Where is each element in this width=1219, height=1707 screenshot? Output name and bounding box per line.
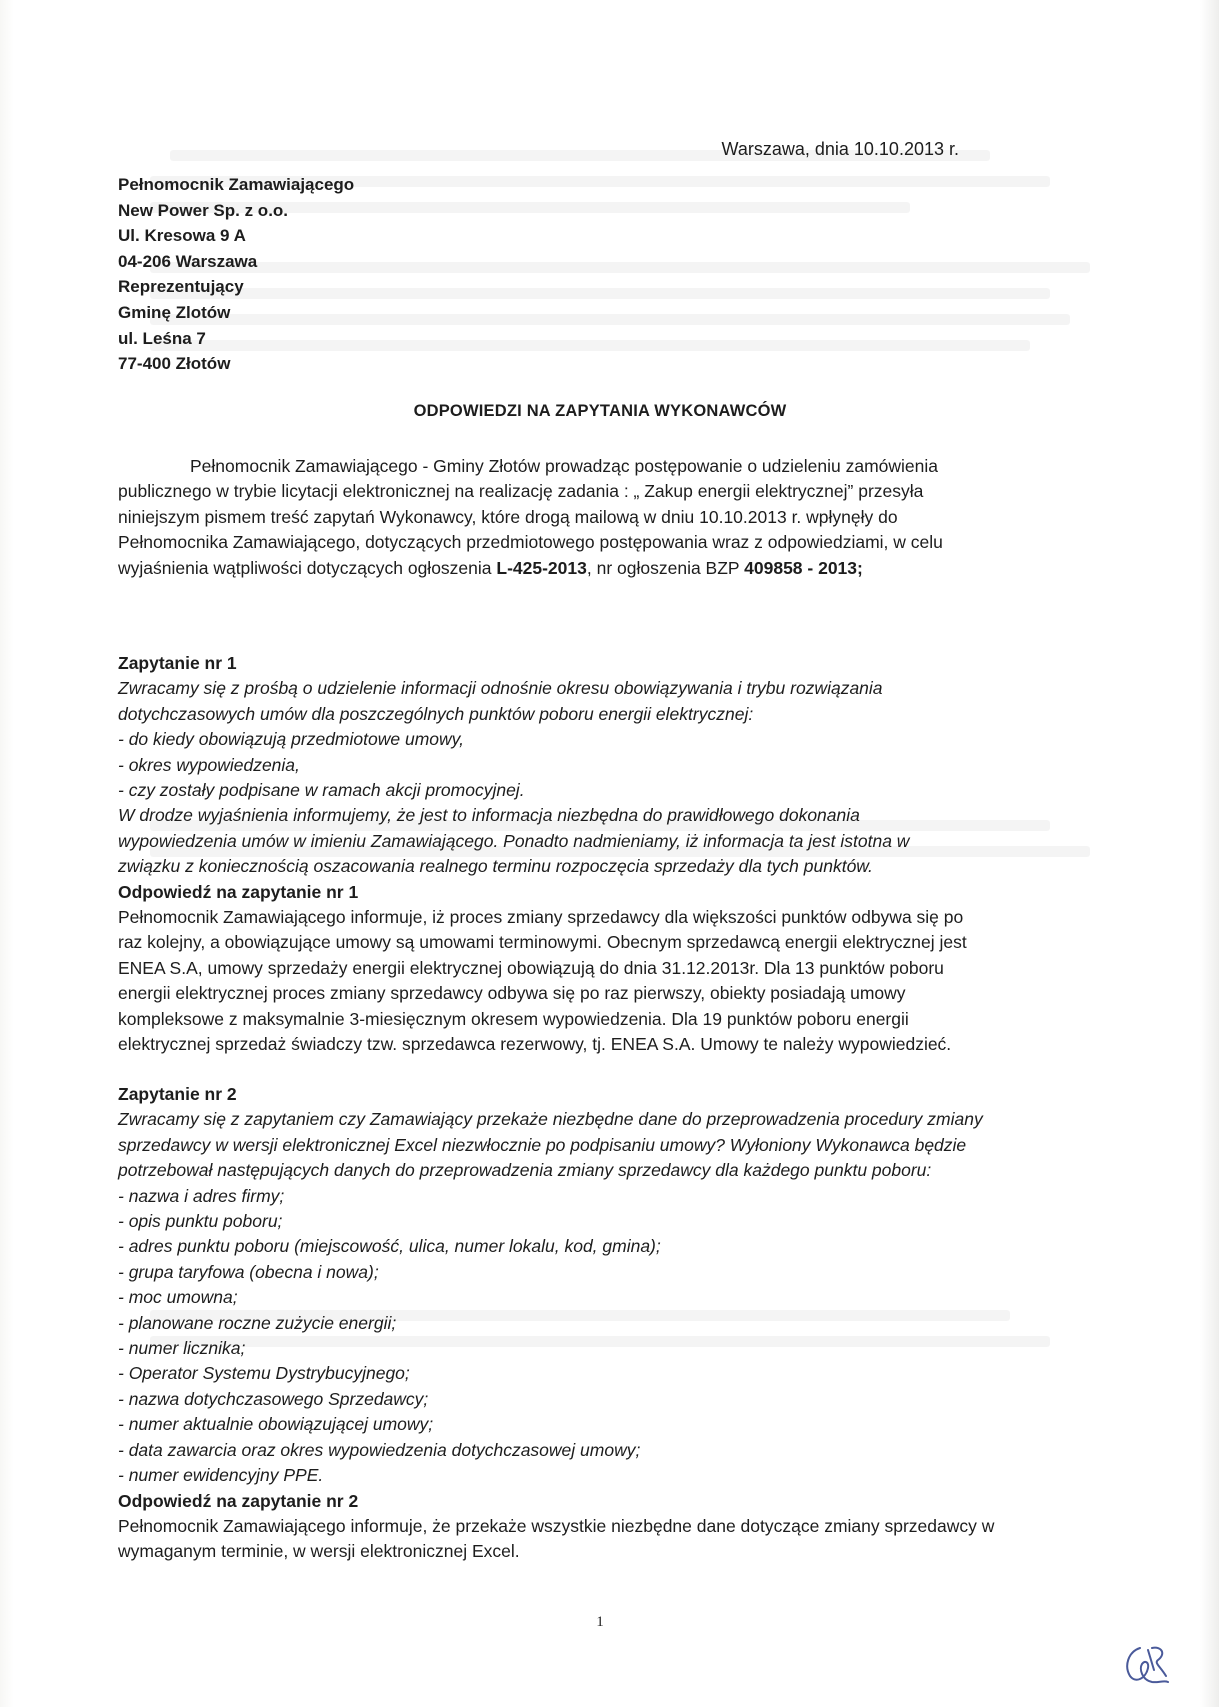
sender-address-block	[118, 172, 354, 377]
document-date: Warszawa, dnia 10.10.2013 r.	[721, 139, 959, 159]
answer-line: raz kolejny, a obowiązujące umowy są umowami terminowymi. Obecnym sprzedawcą energii elektrycznej jest	[118, 932, 967, 953]
answer-line: kompleksowe z maksymalnie 3-miesięcznym okresem wypowiedzenia. Dla 19 punktów poboru energii	[118, 1008, 909, 1029]
question-line: - nazwa i adres firmy;	[118, 1185, 285, 1206]
intro-paragraph	[118, 454, 1078, 581]
question-line: - moc umowna;	[118, 1287, 238, 1308]
bzp-number: 409858 - 2013;	[744, 557, 863, 578]
notice-number: L-425-2013	[496, 557, 587, 578]
question-line: - planowane roczne zużycie energii;	[118, 1312, 397, 1333]
question-line: - nazwa dotychczasowego Sprzedawcy;	[118, 1388, 429, 1409]
question-line: - opis punktu poboru;	[118, 1211, 283, 1232]
page-number: 1	[596, 1614, 604, 1630]
question-line: - Operator Systemu Dystrybucyjnego;	[118, 1363, 410, 1384]
question-line: - numer aktualnie obowiązującej umowy;	[118, 1414, 434, 1435]
question-line: - do kiedy obowiązują przedmiotowe umowy,	[118, 729, 464, 750]
address-line: New Power Sp. z o.o.	[118, 200, 289, 220]
intro-line: publicznego w trybie licytacji elektronicznej na realizację zadania : „ Zakup energii elektrycznej” przesyła	[118, 481, 924, 502]
intro-line: niniejszym pismem treść zapytań Wykonawcy, które drogą mailową w dniu 10.10.2013 r. wpłynęły do	[118, 506, 898, 527]
question-2-section	[118, 1082, 1078, 1565]
address-line: Pełnomocnik Zamawiającego	[118, 175, 355, 194]
answer-line: elektrycznej sprzedaż świadczy tzw. sprzedawca rezerwowy, tj. ENEA S.A. Umowy te należy wypowiedzieć.	[118, 1034, 952, 1055]
answer-line: energii elektrycznej proces zmiany sprzedawcy odbywa się po raz pierwszy, obiekty posiadają umowy	[118, 983, 906, 1004]
question-line: - numer ewidencyjny PPE.	[118, 1465, 324, 1486]
address-line: ul. Leśna 7	[118, 328, 206, 348]
question-line: potrzebował następujących danych do przeprowadzenia zmiany sprzedawcy dla każdego punktu poboru:	[118, 1160, 932, 1181]
answer-1-heading: Odpowiedź na zapytanie nr 1	[118, 881, 359, 902]
intro-line: Pełnomocnika Zamawiającego, dotyczących przedmiotowego postępowania wraz z odpowiedziami, w celu	[118, 532, 943, 553]
answer-line: Pełnomocnik Zamawiającego informuje, iż proces zmiany sprzedawcy dla większości punktów odbywa się po	[118, 907, 964, 928]
question-line: Zwracamy się z prośbą o udzielenie informacji odnośnie okresu obowiązywania i trybu rozwiązania	[118, 678, 883, 699]
address-line: Gminę Zlotów	[118, 302, 231, 322]
question-line: - okres wypowiedzenia,	[118, 754, 300, 775]
question-line: sprzedawcy w wersji elektronicznej Excel niezwłocznie po podpisaniu umowy? Wyłoniony Wykonawca będzie	[118, 1134, 967, 1155]
question-1-heading: Zapytanie nr 1	[118, 653, 237, 673]
answer-line: ENEA S.A, umowy sprzedaży energii elektrycznej obowiązują do dnia 31.12.2013r. Dla 13 punktów poboru	[118, 957, 944, 978]
question-line: - data zawarcia oraz okres wypowiedzenia dotychczasowej umowy;	[118, 1439, 641, 1460]
answer-line: wymaganym terminie, w wersji elektronicznej Excel.	[118, 1541, 520, 1562]
question-1-section	[118, 651, 1078, 1058]
handwritten-initials-signature	[1118, 1640, 1174, 1686]
question-line: - czy zostały podpisane w ramach akcji promocyjnej.	[118, 780, 525, 801]
question-line: - adres punktu poboru (miejscowość, ulica, numer lokalu, kod, gmina);	[118, 1236, 661, 1257]
answer-2-heading: Odpowiedź na zapytanie nr 2	[118, 1490, 359, 1511]
address-line: 77-400 Złotów	[118, 354, 231, 374]
address-line: Reprezentujący	[118, 277, 244, 297]
question-line: W drodze wyjaśnienia informujemy, że jest to informacja niezbędna do prawidłowego dokonania	[118, 805, 860, 826]
question-2-heading: Zapytanie nr 2	[118, 1084, 237, 1104]
answer-line: Pełnomocnik Zamawiającego informuje, że przekaże wszystkie niezbędne dane dotyczące zmiany sprzedawcy w	[118, 1515, 995, 1536]
question-line: - grupa taryfowa (obecna i nowa);	[118, 1261, 379, 1282]
question-line: wypowiedzenia umów w imieniu Zamawiającego. Ponadto nadmieniamy, iż informacja ta jest istotna w	[118, 830, 910, 851]
question-line: Zwracamy się z zapytaniem czy Zamawiający przekaże niezbędne dane do przeprowadzenia procedury zmiany	[118, 1109, 983, 1130]
intro-text: wyjaśnienia wątpliwości dotyczących ogłoszenia	[118, 557, 497, 578]
intro-line	[118, 556, 1078, 581]
document-title: ODPOWIEDZI NA ZAPYTANIA WYKONAWCÓW	[413, 402, 787, 420]
intro-line: Pełnomocnik Zamawiającego - Gminy Złotów prowadząc postępowanie o udzieleniu zamówienia	[190, 456, 939, 476]
intro-text: , nr ogłoszenia BZP	[586, 557, 745, 578]
address-line: 04-206 Warszawa	[118, 251, 258, 271]
question-line: dotychczasowych umów dla poszczególnych punktów poboru energii elektrycznej:	[118, 703, 754, 724]
address-line: Ul. Kresowa 9 A	[118, 226, 246, 246]
question-line: - numer licznika;	[118, 1338, 246, 1359]
question-line: związku z koniecznością oszacowania realnego terminu rozpoczęcia sprzedaży dla tych punktów.	[118, 856, 873, 877]
